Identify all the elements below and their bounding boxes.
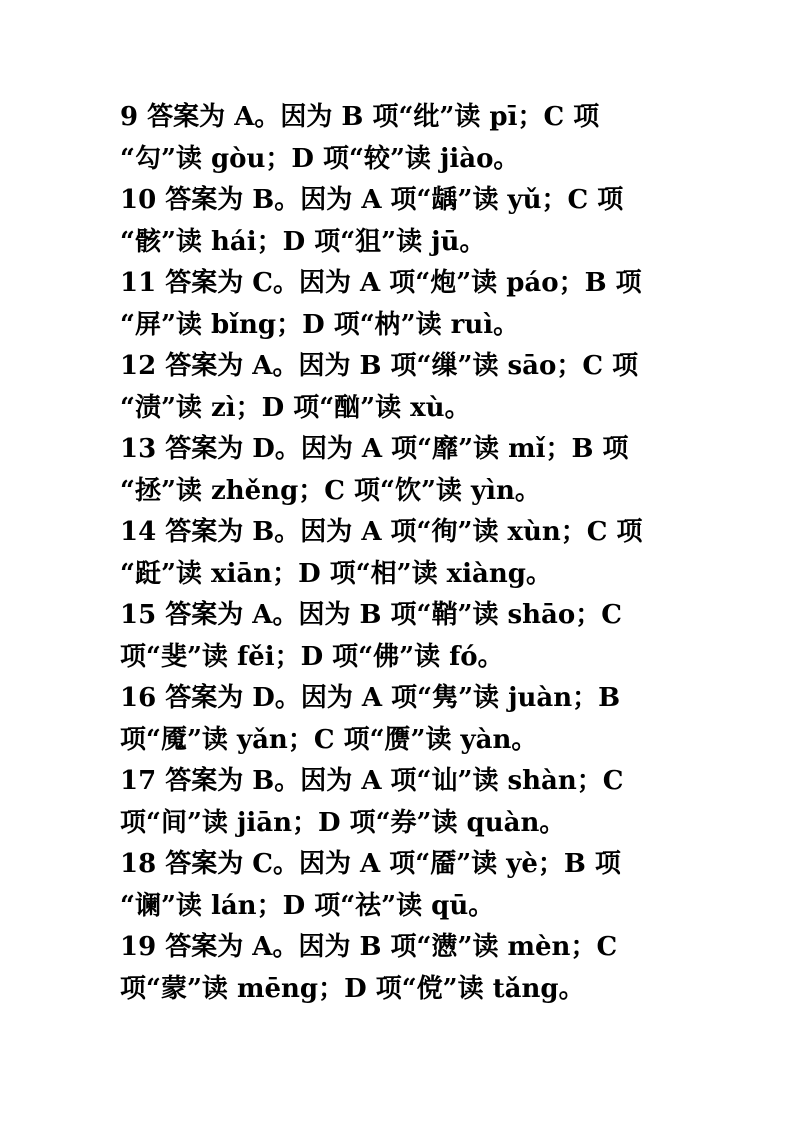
answer-item-17 xyxy=(120,761,680,844)
answer-list xyxy=(120,97,680,1010)
answer-item-18 xyxy=(120,844,680,927)
answer-line: “拯”读 zhěng；C 项“饮”读 yìn。 xyxy=(120,475,541,506)
answer-item-14 xyxy=(120,512,680,595)
answer-item-19 xyxy=(120,927,680,1010)
answer-line: 项“魇”读 yǎn；C 项“赝”读 yàn。 xyxy=(120,724,538,755)
answer-line: 18 答案为 C。因为 A 项“靥”读 yè；B 项 xyxy=(120,849,621,879)
answer-line: 15 答案为 A。因为 B 项“鞘”读 shāo；C xyxy=(120,600,622,630)
answer-line: 10 答案为 B。因为 A 项“龋”读 yǔ；C 项 xyxy=(120,185,624,215)
answer-line: 16 答案为 D。因为 A 项“隽”读 juàn；B xyxy=(120,683,621,713)
answer-line: “骸”读 hái；D 项“狙”读 jū。 xyxy=(120,226,486,257)
answer-item-16 xyxy=(120,678,680,761)
answer-item-13 xyxy=(120,429,680,512)
answer-line: 项“间”读 jiān；D 项“券”读 quàn。 xyxy=(120,807,566,838)
answer-line: 11 答案为 C。因为 A 项“炮”读 páo；B 项 xyxy=(120,268,642,298)
answer-line: 项“斐”读 fěi；D 项“佛”读 fó。 xyxy=(120,641,504,672)
answer-item-9 xyxy=(120,97,680,180)
answer-line: 14 答案为 B。因为 A 项“徇”读 xùn；C 项 xyxy=(120,517,643,547)
answer-line: “谰”读 lán；D 项“祛”读 qū。 xyxy=(120,890,495,921)
answer-item-12 xyxy=(120,346,680,429)
answer-line: 19 答案为 A。因为 B 项“懑”读 mèn；C xyxy=(120,932,618,962)
answer-line: 13 答案为 D。因为 A 项“靡”读 mǐ；B 项 xyxy=(120,434,629,464)
answer-line: “勾”读 gòu；D 项“较”读 jiào。 xyxy=(120,143,520,174)
answer-line: 项“蒙”读 mēng；D 项“傥”读 tǎng。 xyxy=(120,973,585,1004)
answer-line: “跹”读 xiān；D 项“相”读 xiàng。 xyxy=(120,558,552,589)
answer-line: “渍”读 zì；D 项“酗”读 xù。 xyxy=(120,392,471,423)
answer-line: 17 答案为 B。因为 A 项“讪”读 shàn；C xyxy=(120,766,624,796)
answer-line: “屏”读 bǐng；D 项“枘”读 ruì。 xyxy=(120,309,520,340)
answer-item-10 xyxy=(120,180,680,263)
answer-line: 9 答案为 A。因为 B 项“纰”读 pī；C 项 xyxy=(120,102,600,132)
answer-item-11 xyxy=(120,263,680,346)
answer-item-15 xyxy=(120,595,680,678)
answer-line: 12 答案为 A。因为 B 项“缫”读 sāo；C 项 xyxy=(120,351,639,381)
